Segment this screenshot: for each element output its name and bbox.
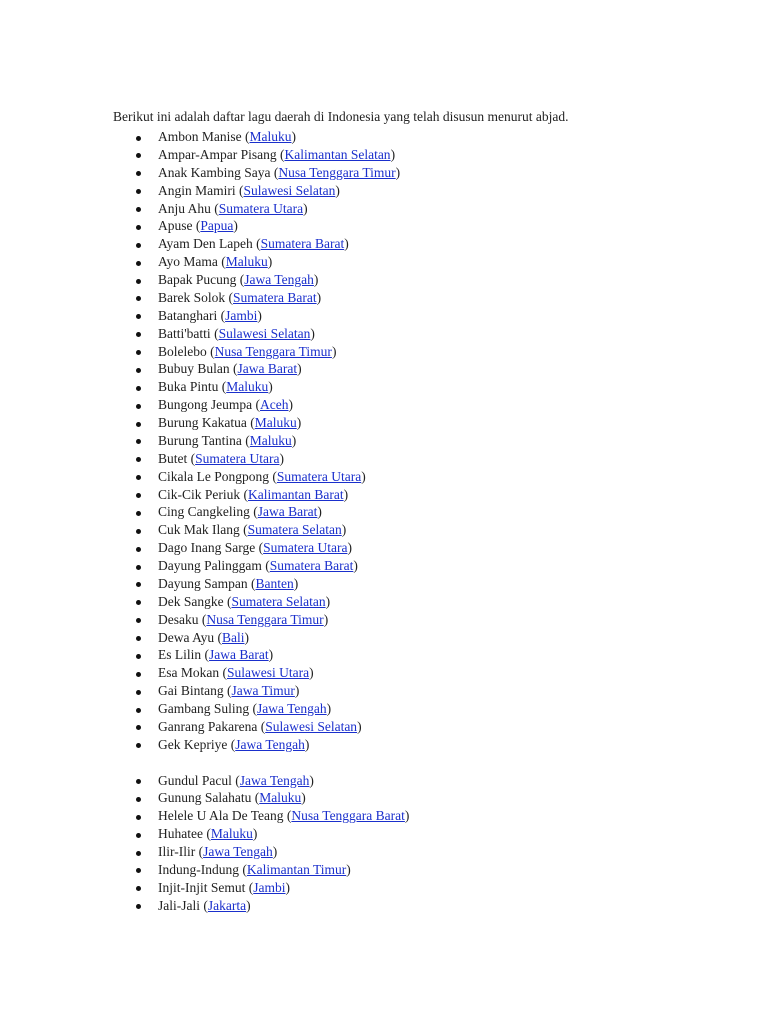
bullet-icon [136,600,141,605]
song-title: Anju Ahu [158,200,211,216]
song-title: Angin Mamiri [158,182,236,198]
bullet-icon [136,332,141,337]
region-link[interactable]: Nusa Tenggara Timur [214,343,332,359]
region-link[interactable]: Jawa Timur [231,683,295,699]
song-title: Burung Tantina [158,432,242,448]
song-title: Gambang Suling [158,701,250,716]
list-item: Es Lilin (Jawa Barat) [0,646,400,664]
list-item: Burung Tantina (Maluku) [0,432,400,450]
list-item: Cik-Cik Periuk (Kalimantan Barat) [0,486,400,504]
bullet-icon [136,296,141,301]
list-item: Anak Kambing Saya (Nusa Tenggara Timur) [0,164,400,182]
region-link[interactable]: Jambi [225,307,258,323]
song-title: Gunung Salahatu [158,790,252,806]
bullet-icon [136,404,141,409]
list-item: Esa Mokan (Sulawesi Utara) [0,664,400,682]
song-title: Dayung Sampan [158,575,248,591]
bullet-icon [136,439,141,444]
song-title: Cik-Cik Periuk [158,486,241,502]
song-title: Jali-Jali [158,897,200,913]
region-link[interactable]: Kalimantan Barat [248,486,344,502]
bullet-icon [136,797,141,802]
region-link[interactable]: Kalimantan Selatan [284,146,391,162]
region-link[interactable]: Jawa Barat [237,361,298,377]
bullet-icon [136,225,141,230]
list-item: Angin Mamiri (Sulawesi Selatan) [0,182,400,200]
song-title: Injit-Injit Semut [158,879,246,895]
bullet-icon [136,904,141,909]
bullet-icon [136,743,141,748]
song-title: Cikala Le Pongpong [158,468,269,484]
list-item: Bungong Jeumpa (Aceh) [0,396,400,414]
bullet-icon [136,654,141,659]
region-link[interactable]: Nusa Tenggara Barat [291,808,405,824]
region-link[interactable]: Sulawesi Selatan [265,718,358,734]
song-title: Bungong Jeumpa [158,397,253,413]
list-item: Jali-Jali (Jakarta) [0,897,409,915]
bullet-icon [136,386,141,391]
bullet-icon [136,350,141,355]
song-title: Bapak Pucung [158,272,237,287]
region-link[interactable]: Maluku [259,790,302,806]
song-title: Cuk Mak Ilang [158,522,240,538]
region-link[interactable]: Jawa Tengah [203,844,273,859]
list-item: Dayung Palinggam (Sumatera Barat) [0,557,400,575]
region-link[interactable]: Sumatera Utara [195,450,280,466]
region-link[interactable]: Sumatera Utara [263,540,348,556]
region-link[interactable]: Sumatera Selatan [247,522,342,538]
bullet-icon [136,886,141,891]
region-link[interactable]: Nusa Tenggara Timur [206,611,324,627]
region-link[interactable]: Maluku [249,432,292,448]
list-item: Anju Ahu (Sumatera Utara) [0,200,400,218]
bullet-icon [136,279,141,284]
song-title: Batanghari [158,307,218,323]
bullet-icon [136,833,141,838]
song-title: Burung Kakatua [158,415,247,430]
song-title: Bolelebo [158,343,207,359]
song-title: Helele U Ala De Teang [158,808,284,824]
region-link[interactable]: Jawa Barat [257,504,318,520]
region-link[interactable]: Sumatera Utara [276,468,362,484]
song-title: Ganrang Pakarena [158,718,258,734]
song-title: Indung-Indung [158,861,239,877]
list-item: Gai Bintang (Jawa Timur) [0,682,400,700]
list-item: Cing Cangkeling (Jawa Barat) [0,503,400,521]
list-item: Barek Solok (Sumatera Barat) [0,289,400,307]
song-title: Butet [158,450,188,466]
region-link[interactable]: Jawa Tengah [244,272,314,287]
bullet-icon [136,171,141,176]
list-item: Huhatee (Maluku) [0,825,409,843]
song-list-a [0,128,400,754]
region-link[interactable]: Sumatera Selatan [231,593,326,609]
list-item: Bubuy Bulan (Jawa Barat) [0,360,400,378]
region-link[interactable]: Maluku [226,379,269,395]
list-item: Butet (Sumatera Utara) [0,450,400,468]
bullet-icon [136,565,141,570]
song-title: Barek Solok [158,289,226,305]
bullet-icon [136,868,141,873]
song-title: Dewa Ayu [158,629,215,645]
song-title: Gek Kepriye [158,736,228,752]
region-link[interactable]: Maluku [210,826,253,842]
bullet-icon [136,153,141,158]
region-link[interactable]: Sumatera Barat [233,289,317,305]
list-item: Ganrang Pakarena (Sulawesi Selatan) [0,718,400,736]
region-link[interactable]: Sumatera Utara [218,200,304,216]
intro-text: Berikut ini adalah daftar lagu daerah di Indonesia yang telah disusun menurut abjad. [113,108,569,124]
song-title: Anak Kambing Saya [158,164,271,180]
list-item: Dayung Sampan (Banten) [0,575,400,593]
list-item: Buka Pintu (Maluku) [0,378,400,396]
list-item: Ayo Mama (Maluku) [0,253,400,271]
list-item: Batti'batti (Sulawesi Selatan) [0,325,400,343]
song-title: Gundul Pacul [158,772,232,788]
bullet-icon [136,672,141,677]
bullet-icon [136,457,141,462]
region-link[interactable]: Maluku [254,415,297,430]
region-link[interactable]: Maluku [249,129,292,144]
region-link[interactable]: Sumatera Barat [260,236,345,252]
region-link[interactable]: Sulawesi Selatan [218,325,311,341]
bullet-icon [136,815,141,820]
song-title: Bubuy Bulan [158,361,230,377]
region-link[interactable]: Aceh [260,397,289,413]
list-item: Desaku (Nusa Tenggara Timur) [0,611,400,629]
list-item: Injit-Injit Semut (Jambi) [0,879,409,897]
song-title: Ilir-Ilir [158,844,196,859]
song-title: Desaku [158,611,199,627]
bullet-icon [136,529,141,534]
list-item: Gek Kepriye (Jawa Tengah) [0,736,400,754]
list-item: Batanghari (Jambi) [0,307,400,325]
list-item: Ampar-Ampar Pisang (Kalimantan Selatan) [0,146,400,164]
song-title: Dayung Palinggam [158,558,262,573]
song-title: Esa Mokan [158,665,220,681]
song-title: Buka Pintu [158,379,219,395]
list-item: Apuse (Papua) [0,217,400,235]
region-link[interactable]: Jawa Barat [209,647,269,663]
list-item: Dewa Ayu (Bali) [0,629,400,647]
bullet-icon [136,547,141,552]
song-title: Ampar-Ampar Pisang [158,146,277,162]
bullet-icon [136,493,141,498]
region-link[interactable]: Sulawesi Utara [227,665,310,681]
region-link[interactable]: Jawa Tengah [239,772,310,788]
bullet-icon [136,475,141,480]
list-item: Cuk Mak Ilang (Sumatera Selatan) [0,521,400,539]
list-item: Bapak Pucung (Jawa Tengah) [0,271,400,289]
bullet-icon [136,511,141,516]
list-item: Gundul Pacul (Jawa Tengah) [0,772,409,790]
song-title: Huhatee [158,826,203,842]
list-item: Ilir-Ilir (Jawa Tengah) [0,843,409,861]
region-link[interactable]: Papua [200,218,234,234]
region-link[interactable]: Nusa Tenggara Timur [278,164,396,180]
song-title: Batti'batti [158,325,211,341]
bullet-icon [136,618,141,623]
region-link[interactable]: Jawa Tengah [257,701,327,716]
song-title: Dago Inang Sarge [158,540,256,556]
bullet-icon [136,314,141,319]
song-title: Ambon Manise [158,129,242,144]
list-item: Cikala Le Pongpong (Sumatera Utara) [0,468,400,486]
song-title: Gai Bintang [158,683,224,699]
bullet-icon [136,725,141,730]
bullet-icon [136,368,141,373]
bullet-icon [136,243,141,248]
list-item: Bolelebo (Nusa Tenggara Timur) [0,343,400,361]
bullet-icon [136,207,141,212]
list-item: Gunung Salahatu (Maluku) [0,789,409,807]
bullet-icon [136,851,141,856]
list-item: Ambon Manise (Maluku) [0,128,400,146]
song-list-b [0,772,409,915]
song-title: Es Lilin [158,647,202,663]
region-link[interactable]: Sulawesi Selatan [243,182,336,198]
bullet-icon [136,708,141,713]
region-link[interactable]: Kalimantan Timur [246,861,347,877]
bullet-icon [136,136,141,141]
list-item: Dago Inang Sarge (Sumatera Utara) [0,539,400,557]
region-link[interactable]: Sumatera Barat [269,558,354,573]
song-title: Ayam Den Lapeh [158,236,253,252]
bullet-icon [136,779,141,784]
song-title: Ayo Mama [158,254,218,270]
list-item: Ayam Den Lapeh (Sumatera Barat) [0,235,400,253]
region-link[interactable]: Banten [255,575,294,591]
bullet-icon [136,690,141,695]
bullet-icon [136,189,141,194]
bullet-icon [136,422,141,427]
bullet-icon [136,582,141,587]
list-item: Dek Sangke (Sumatera Selatan) [0,593,400,611]
song-title: Apuse [158,218,193,234]
list-item: Indung-Indung (Kalimantan Timur) [0,861,409,879]
region-link[interactable]: Jawa Tengah [235,736,305,752]
region-link[interactable]: Jambi [253,879,286,895]
region-link[interactable]: Jakarta [207,897,247,913]
list-item: Gambang Suling (Jawa Tengah) [0,700,400,718]
list-item: Burung Kakatua (Maluku) [0,414,400,432]
region-link[interactable]: Bali [222,629,245,645]
bullet-icon [136,636,141,641]
bullet-icon [136,261,141,266]
song-title: Dek Sangke [158,593,224,609]
region-link[interactable]: Maluku [225,254,268,270]
list-item: Helele U Ala De Teang (Nusa Tenggara Barat) [0,807,409,825]
song-title: Cing Cangkeling [158,504,250,520]
